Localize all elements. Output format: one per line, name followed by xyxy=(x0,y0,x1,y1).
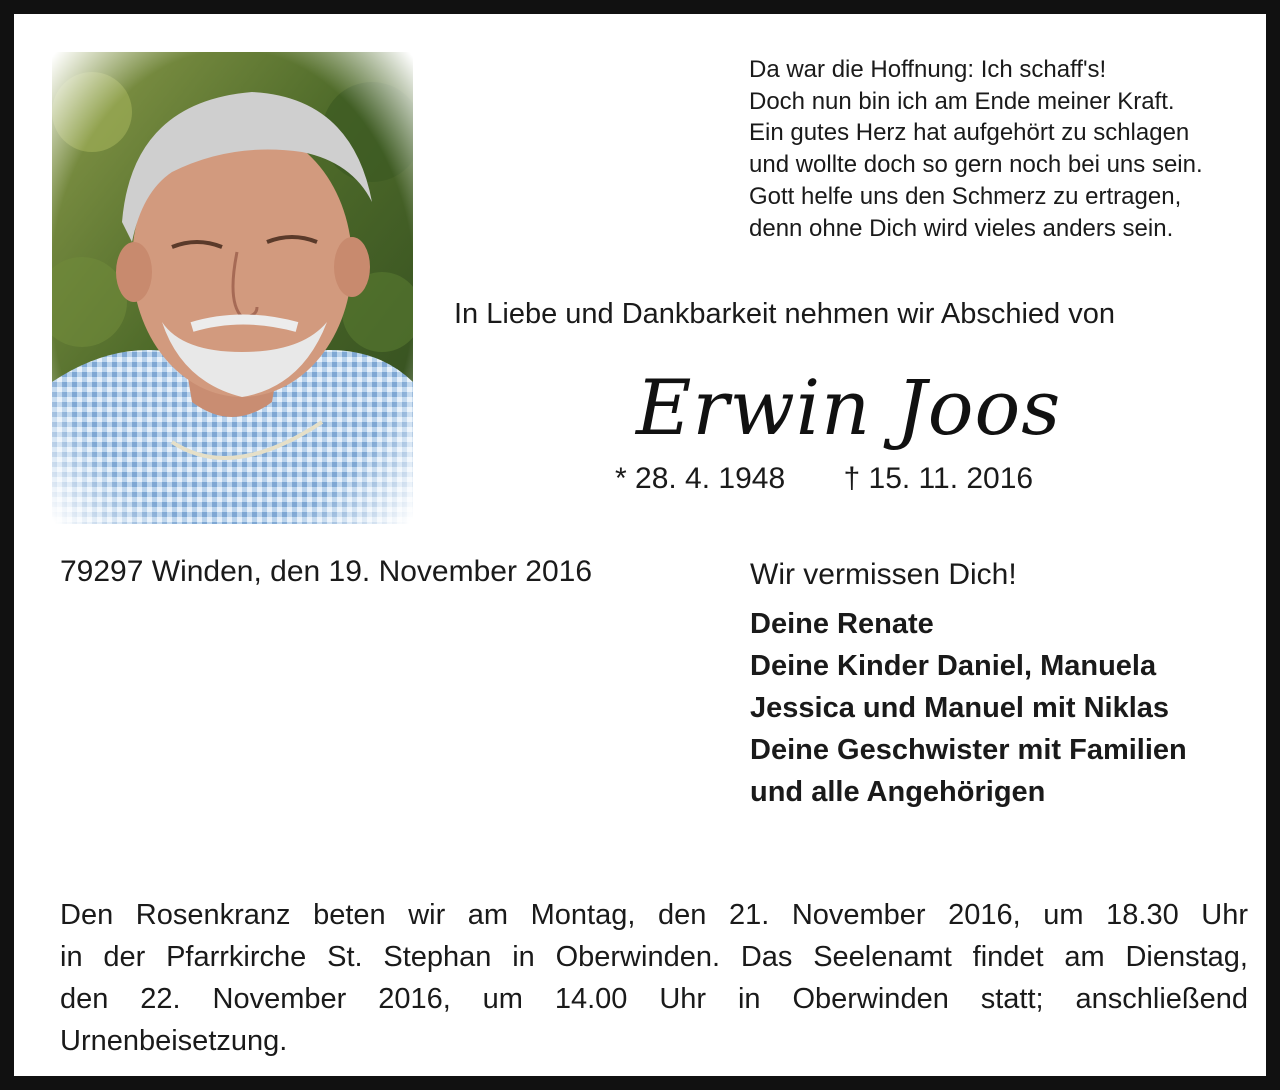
service-line: Urnenbeisetzung. xyxy=(60,1025,288,1057)
service-line: den 22. November 2016, um 14.00 Uhr in Oberwinden statt; anschließend xyxy=(60,983,1248,1015)
mourner-line: Deine Kinder Daniel, Manuela xyxy=(750,650,1157,682)
mourners-list xyxy=(750,603,1187,813)
mourner-line: Deine Geschwister mit Familien xyxy=(750,734,1187,766)
farewell-intro: In Liebe und Dankbarkeit nehmen wir Abschied von xyxy=(454,298,1115,330)
service-line: Den Rosenkranz beten wir am Montag, den 21. November 2016, um 18.30 Uhr xyxy=(60,899,1248,931)
poem-line: und wollte doch so gern noch bei uns sein. xyxy=(749,151,1203,179)
poem-line: Doch nun bin ich am Ende meiner Kraft. xyxy=(749,87,1175,115)
birth-date: * 28. 4. 1948 xyxy=(615,462,786,495)
place-date: 79297 Winden, den 19. November 2016 xyxy=(60,555,593,588)
poem-line: Da war die Hoffnung: Ich schaff's! xyxy=(749,56,1107,83)
mourner-line: und alle Angehörigen xyxy=(750,776,1046,808)
poem-line: denn ohne Dich wird vieles anders sein. xyxy=(749,214,1174,242)
service-notice xyxy=(60,894,1248,1062)
poem xyxy=(749,54,1269,244)
portrait-photo xyxy=(52,52,413,524)
mourner-line: Jessica und Manuel mit Niklas xyxy=(750,692,1170,724)
death-date: † 15. 11. 2016 xyxy=(843,462,1034,495)
life-dates xyxy=(615,459,1033,499)
portrait-icon xyxy=(52,52,413,524)
service-line: in der Pfarrkirche St. Stephan in Oberwinden. Das Seelenamt findet am Dienstag, xyxy=(60,941,1248,973)
poem-line: Ein gutes Herz hat aufgehört zu schlagen xyxy=(749,119,1190,147)
poem-line: Gott helfe uns den Schmerz zu ertragen, xyxy=(749,182,1182,210)
miss-line: Wir vermissen Dich! xyxy=(750,558,1017,591)
mourner-line: Deine Renate xyxy=(750,608,934,640)
deceased-name: Erwin Joos xyxy=(636,363,1062,452)
